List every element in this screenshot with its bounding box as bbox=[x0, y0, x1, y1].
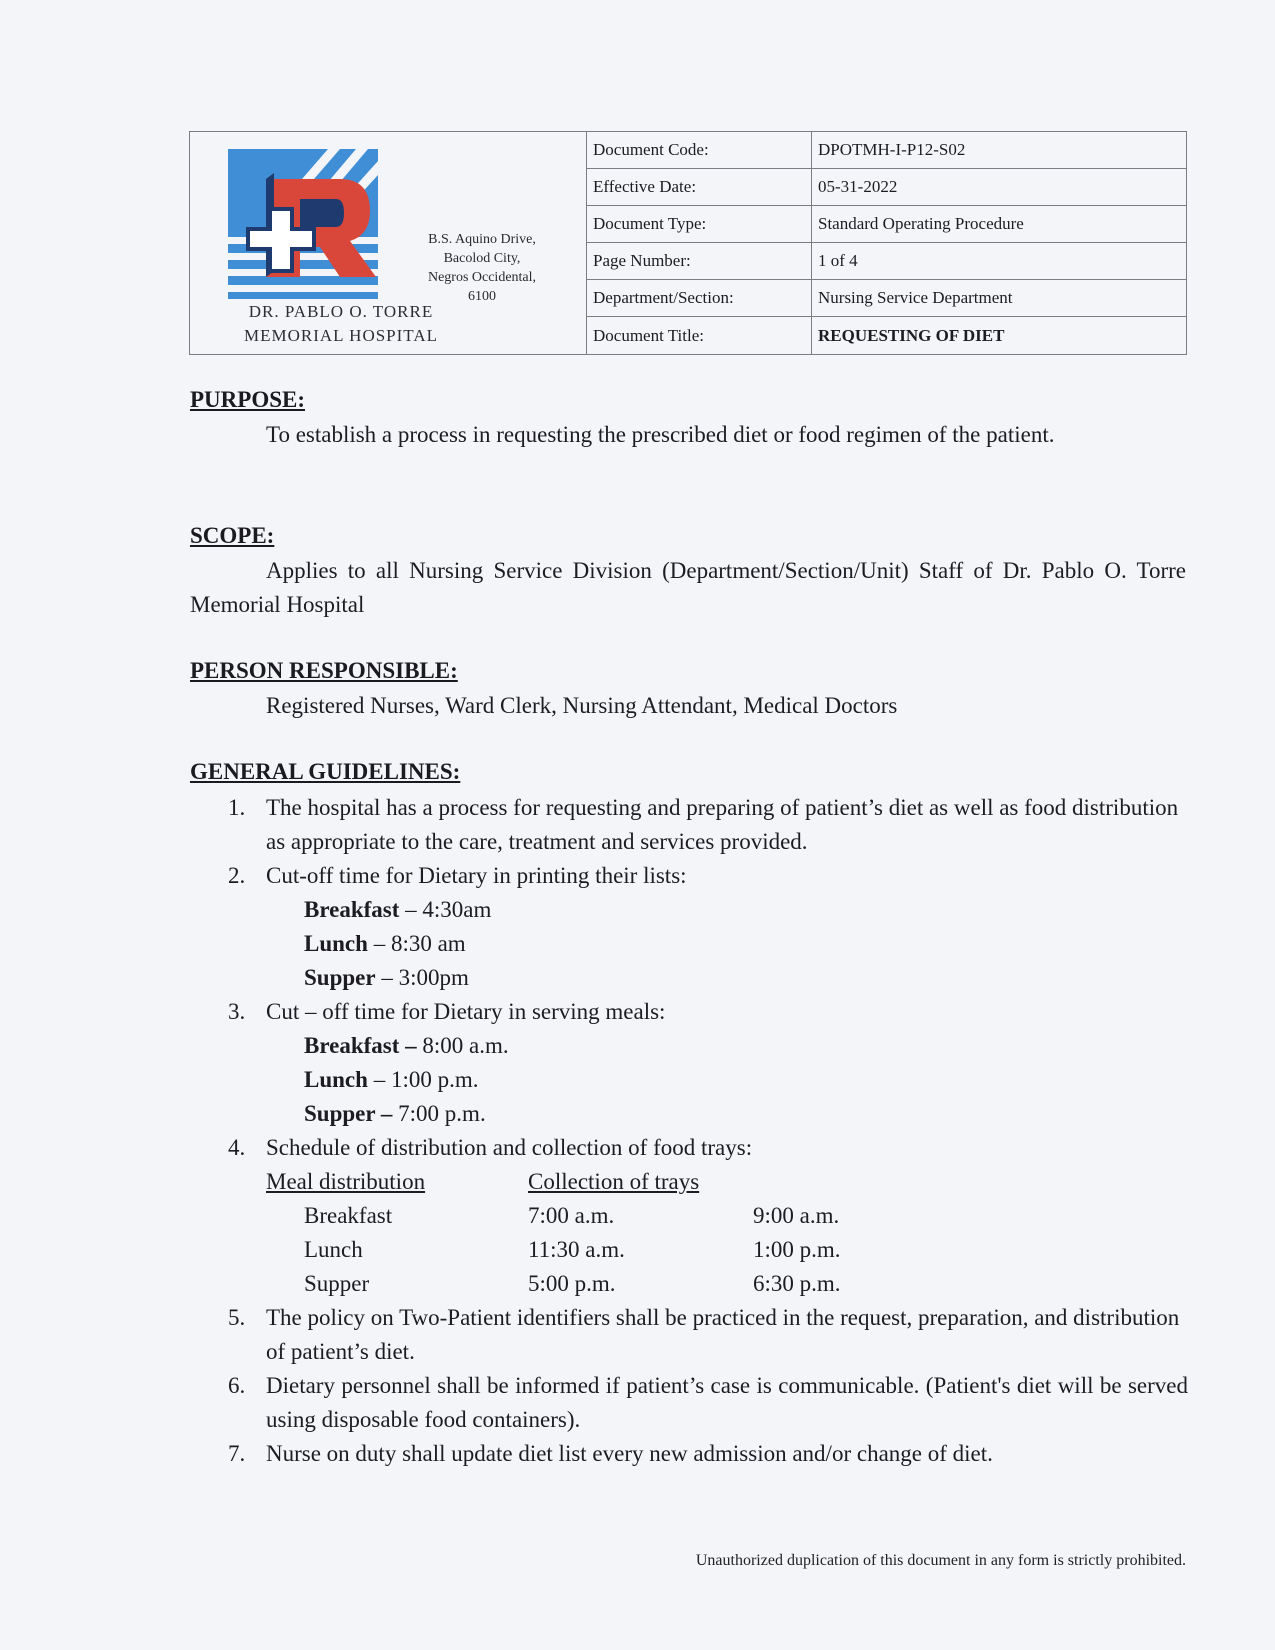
schedule-distribution-time: 5:00 p.m. bbox=[528, 1271, 616, 1296]
effective-date-value: 05-31-2022 bbox=[812, 169, 1186, 206]
document-metadata bbox=[587, 132, 1186, 354]
hospital-name-line1: DR. PABLO O. TORRE bbox=[248, 302, 434, 321]
document-title-value: REQUESTING OF DIET bbox=[818, 325, 1005, 345]
purpose-heading: PURPOSE: bbox=[190, 387, 305, 412]
scope-text: Applies to all Nursing Service Division (Department/Section/Unit) Staff of Dr. Pablo O. Torre Memorial Hospital bbox=[190, 558, 1186, 617]
department-value: Nursing Service Department bbox=[812, 280, 1186, 317]
meal-time: 3:00pm bbox=[398, 965, 469, 990]
purpose-text: To establish a process in requesting the prescribed diet or food regimen of the patient. bbox=[266, 422, 1055, 447]
item-text: Cut – off time for Dietary in serving meals: bbox=[266, 999, 666, 1024]
item-number: 1. bbox=[228, 795, 246, 820]
document-type-value: Standard Operating Procedure bbox=[812, 206, 1186, 243]
meal-name: Breakfast bbox=[304, 897, 400, 922]
meal-time: 7:00 p.m. bbox=[398, 1101, 486, 1126]
schedule-meal: Supper bbox=[304, 1271, 370, 1296]
tray-schedule-table bbox=[228, 1165, 1188, 1301]
schedule-distribution-time: 11:30 a.m. bbox=[528, 1237, 625, 1262]
item-number: 2. bbox=[228, 863, 246, 888]
time-row bbox=[304, 961, 1188, 995]
document-title-label: Document Title: bbox=[587, 317, 812, 354]
item-text: Dietary personnel shall be informed if patient’s case is communicable. (Patient's diet will be served using disposable food containers). bbox=[266, 1373, 1188, 1432]
schedule-meal: Breakfast bbox=[304, 1203, 393, 1228]
hospital-logo-icon bbox=[228, 149, 388, 309]
document-code-label: Document Code: bbox=[587, 132, 812, 169]
schedule-collection-time: 6:30 p.m. bbox=[753, 1271, 841, 1296]
page-number-label: Page Number: bbox=[587, 243, 812, 280]
document-type-label: Document Type: bbox=[587, 206, 812, 243]
address-line: Negros Occidental, bbox=[427, 270, 537, 285]
item-text: Cut-off time for Dietary in printing their lists: bbox=[266, 863, 687, 888]
guideline-item bbox=[228, 1437, 1188, 1471]
guideline-item bbox=[228, 1131, 1188, 1165]
item-text: The hospital has a process for requesting and preparing of patient’s diet as well as food distribution as appropriate to the care, treatment and services provided. bbox=[266, 795, 1179, 854]
meal-name: Supper bbox=[304, 1101, 376, 1126]
hospital-name-line2: MEMORIAL HOSPITAL bbox=[244, 326, 438, 345]
schedule-collection-time: 1:00 p.m. bbox=[753, 1237, 841, 1262]
meal-time: 8:30 am bbox=[390, 931, 466, 956]
guidelines-list bbox=[228, 791, 1188, 1471]
separator: – bbox=[399, 897, 423, 922]
item-number: 6. bbox=[228, 1373, 246, 1398]
confidentiality-footer: Unauthorized duplication of this document in any form is strictly prohibited. bbox=[695, 1552, 1186, 1569]
hospital-address bbox=[414, 230, 550, 306]
item-number: 3. bbox=[228, 999, 246, 1024]
meal-name: Breakfast bbox=[304, 1033, 400, 1058]
meal-time: 1:00 p.m. bbox=[390, 1067, 479, 1092]
responsible-text: Registered Nurses, Ward Clerk, Nursing Attendant, Medical Doctors bbox=[266, 693, 898, 718]
time-row bbox=[304, 1063, 1188, 1097]
item-text: Schedule of distribution and collection of food trays: bbox=[266, 1135, 753, 1160]
meal-name: Lunch bbox=[304, 1067, 368, 1092]
schedule-distribution-time: 7:00 a.m. bbox=[528, 1203, 615, 1228]
guideline-item bbox=[228, 995, 1188, 1131]
guideline-item bbox=[228, 1301, 1188, 1369]
item-text: Nurse on duty shall update diet list every new admission and/or change of diet. bbox=[266, 1441, 993, 1466]
meal-time: 4:30am bbox=[422, 897, 492, 922]
time-row bbox=[304, 927, 1188, 961]
separator: – bbox=[367, 1067, 391, 1092]
item-number: 4. bbox=[228, 1135, 246, 1160]
meal-name: Supper bbox=[304, 965, 376, 990]
guideline-item bbox=[228, 1369, 1188, 1437]
item-number: 7. bbox=[228, 1441, 246, 1466]
guideline-item bbox=[228, 791, 1188, 859]
page-number-value: 1 of 4 bbox=[812, 243, 1186, 280]
empty-cell bbox=[753, 1165, 883, 1199]
separator: – bbox=[375, 965, 399, 990]
item-text: The policy on Two-Patient identifiers shall be practiced in the request, preparation, and distribution of patient’s diet. bbox=[266, 1305, 1180, 1364]
effective-date-label: Effective Date: bbox=[587, 169, 812, 206]
address-line: 6100 bbox=[468, 289, 496, 304]
department-label: Department/Section: bbox=[587, 280, 812, 317]
printing-cutoff-times bbox=[266, 893, 1188, 995]
guidelines-heading: GENERAL GUIDELINES: bbox=[190, 759, 461, 784]
document-header-table bbox=[189, 131, 1187, 355]
time-row bbox=[304, 1097, 1188, 1131]
responsible-heading: PERSON RESPONSIBLE: bbox=[190, 658, 458, 683]
column-header-meal-distribution: Meal distribution bbox=[266, 1169, 426, 1194]
separator: – bbox=[399, 1033, 423, 1058]
hospital-logo-cell bbox=[190, 132, 587, 354]
time-row bbox=[304, 1029, 1188, 1063]
column-header-collection: Collection of trays bbox=[528, 1169, 700, 1194]
separator: – bbox=[375, 1101, 399, 1126]
meal-name: Lunch bbox=[304, 931, 368, 956]
schedule-meal: Lunch bbox=[304, 1237, 363, 1262]
time-row bbox=[304, 893, 1188, 927]
schedule-collection-time: 9:00 a.m. bbox=[753, 1203, 840, 1228]
meal-time: 8:00 a.m. bbox=[422, 1033, 509, 1058]
scope-heading: SCOPE: bbox=[190, 523, 275, 548]
address-line: Bacolod City, bbox=[443, 251, 521, 266]
guideline-item bbox=[228, 859, 1188, 995]
separator: – bbox=[367, 931, 391, 956]
document-code-value: DPOTMH-I-P12-S02 bbox=[812, 132, 1186, 169]
serving-cutoff-times bbox=[266, 1029, 1188, 1131]
address-line: B.S. Aquino Drive, bbox=[428, 232, 536, 247]
item-number: 5. bbox=[228, 1305, 246, 1330]
